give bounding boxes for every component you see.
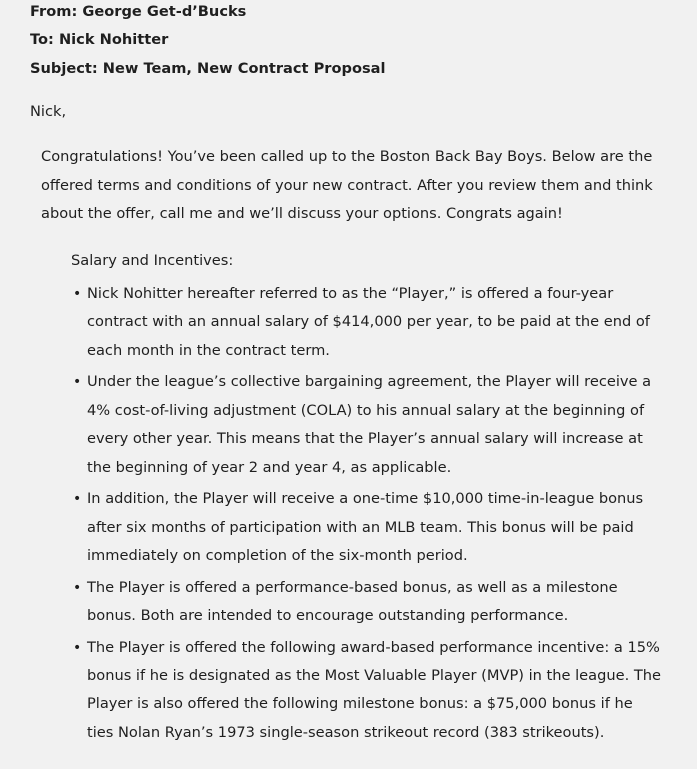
bullet-icon: • [73,286,82,302]
email-subject-line: Subject: New Team, New Contract Proposal [30,60,386,77]
list-item [71,368,663,482]
bullet-icon: • [73,491,82,508]
list-item-text: In addition, the Player will receive a one-time $10,000 time-in-league bonus after six months of participation with an MLB team. This bonus will be paid immediately on completion of the six-month period. [87,490,644,565]
email-from-line: From: George Get-d’Bucks [30,3,247,20]
bullet-icon: • [73,374,82,391]
list-item-text: The Player is offered the following award-based performance incentive: a 15% bonus if he is designated as the Most Valuable Player (MVP) in the league. The Player is also offered the following milestone bonus: a $75,000 bonus if he ties Nolan Ryan’s 1973 single-season strikeout record (383 strikeouts). [87,638,661,741]
list-item-text: Nick Nohitter hereafter referred to as the “Player,” is offered a four-year contract with an annual salary of $414,000 per year, to be paid at the end of each month in the contract term. [87,285,650,359]
email-intro-paragraph: Congratulations! You’ve been called up to the Boston Back Bay Boys. Below are the offered terms and conditions of your new contract. After you review them and think about the offer, call me and we’ll discuss your options. Congrats again! [41,148,653,222]
email-greeting: Nick, [30,103,67,120]
email-to-line: To: Nick Nohitter [30,31,169,48]
list-item [71,574,663,631]
bullet-icon: • [73,639,82,656]
list-item [71,634,663,748]
list-item-text: The Player is offered a performance-based bonus, as well as a milestone bonus. Both are intended to encourage outstanding performance. [87,578,618,625]
bullet-icon: • [73,579,82,596]
list-item-text: Under the league’s collective bargaining agreement, the Player will receive a 4% cost-of-living adjustment (COLA) to his annual salary at the beginning of every other year. This means that the Player’s annual salary will increase at the beginning of year 2 and year 4, as applicable. [87,373,652,476]
list-item [71,280,663,365]
contract-terms-list [71,280,663,750]
list-item [71,485,663,570]
section-heading-salary-incentives: Salary and Incentives: [71,252,234,269]
